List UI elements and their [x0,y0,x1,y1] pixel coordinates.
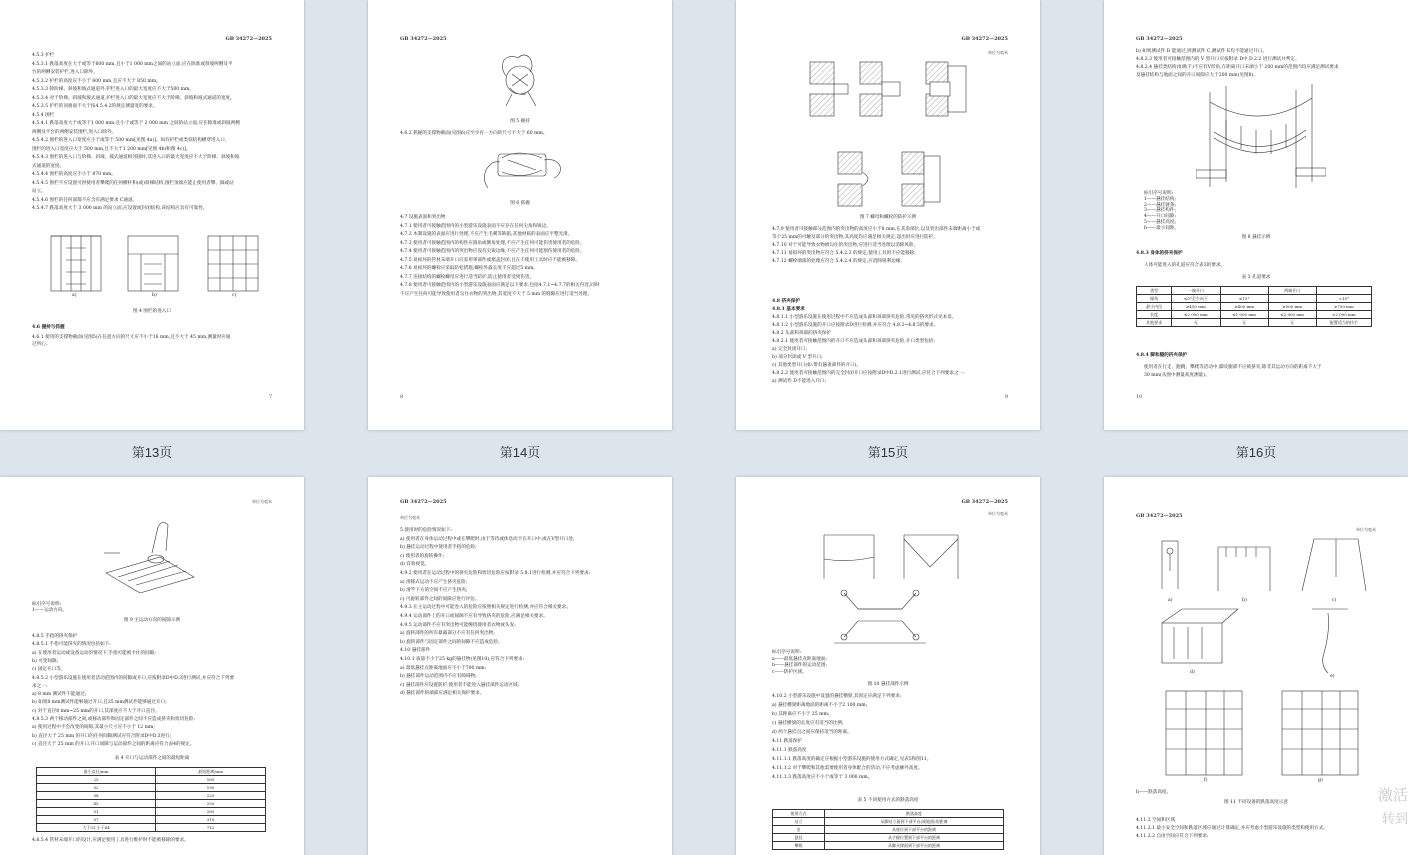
paragraph: 4.6.1 使用的支撑物截面(见图5)在任意方向的尺寸应不小于16 mm,且不大于 45 mm,测量时应通 [32,335,231,340]
table-cell: 45 [37,800,156,808]
text-line: 4.7 设施表面和突出物 [400,215,446,220]
fall-height-figure [1152,533,1372,783]
table-row [37,824,266,832]
text-line: 5.使用时的危险情况如下: [400,528,452,533]
table-cell: 使用方式 [773,810,825,818]
text-line: 4.8.2.2 使用者可接触范围内的完全封闭开口应按附录D中D.2.1进行测试,应符合下列要求之一: [772,371,965,376]
table-cell: >2 000 mm [1316,311,1371,319]
table-caption: 表 4 开口与运动部件之间的最短距离 [114,756,190,761]
text-line: 4.7.6 易损坏的螺栓应采取防松措施,螺栓外露长度不应超过5 mm。 [400,266,538,271]
text-line: b) 可变间隙; [32,658,59,664]
text-line: c) 固定开口等。 [32,667,66,673]
text-line: h——最小间距。 [1144,225,1180,231]
text-line: 4.10.2 小型游乐设施中设置的悬挂横梁,其固定应满足下列要求: [772,694,902,699]
text-line: 围栏的进入口宽度应大于 500 mm,且不大于1 200 mm[见图 4b)和图 4c)]。 [32,146,191,152]
text-line: 4.5.3 护栏 [32,53,55,58]
text-line: 求之一: [32,683,48,689]
text-line: 4.8.5.3 两个移动部件之间,或移动部件和固定部件之间不应造成挤夹和剪切危险: [32,717,195,722]
text-line: 1——运动方向。 [32,608,68,613]
figure-caption: 图 5 握持 [510,119,530,124]
page-label-15[interactable]: 第15页 [867,445,909,460]
section-heading: 4.6 握持与抓握 [32,325,65,330]
text-line: 4——开口间隙; [1144,214,1177,220]
page-thumbnail-14[interactable] [368,0,672,430]
subfig-g: g) [1318,778,1323,783]
text-line: 标引序号说明: [32,602,62,607]
table-cell: 165 [156,776,266,784]
page-thumbnail-13[interactable] [0,0,304,430]
text-line: c) 其他类型开口(如:带有悬垂部件的开口)。 [772,363,862,368]
text-line: a) 最低悬挂点距离地面应不小于700 mm; [400,665,487,671]
text-line: 30 mm(从图中测量高度测量)。 [1144,373,1210,378]
table-cell [1220,287,1268,295]
unit-note: 单位为毫米 [988,511,1008,516]
page-thumbnail-19[interactable] [736,477,1040,855]
text-line: c) 悬挂横梁的长度应有适当的比例; [772,721,844,726]
text-line: 4.5.4.1 跌落高度大于或等于1 000 mm,且小于或等于 2 000 mm 之间的站立面,应在除准或斜坡两侧 [32,121,240,126]
table-cell: 最短距离/mm [156,768,266,776]
page-number: 10 [1136,394,1143,400]
table-row [37,768,266,776]
text-line: 站立。 [32,189,46,194]
subfig-e: e) [1330,674,1335,679]
text-line: 5——悬挂高度; [1144,220,1177,225]
text-line: 4.5.3.1 跌落高度在大于或等于600 mm,且小于1 000 mm之间的站立面,应在除准或斜坡两侧及平 [32,61,233,67]
text-line: 4.8.5.2 小型游乐设施在使用者活动范围内的间隙或开口,应按附录D中D.3进行测试,并应符合下列要 [32,675,235,681]
table-cell: 倾角 [1137,295,1172,303]
unit-note: 单位为毫米 [1356,527,1376,532]
table-cell: ≤1 000 mm [1220,311,1268,319]
figure-caption: 图 4 围栏的进入口 [132,309,171,314]
table-row [1137,287,1372,295]
text-line: 2——悬挂链条; [1144,202,1177,208]
table-row [773,834,1004,842]
table-cell: 32 [37,784,156,792]
hold-hand-figure [478,140,568,192]
gate-figure [46,228,266,300]
table-cell: 51 [37,808,156,816]
table-cell: 57 [37,816,156,824]
text-line: 4.8.2.3 使用者可接触范围内的 V 型开口应按附录 D中 D.2.2 进行测试并判定。 [1136,57,1300,62]
table-row [37,792,266,800]
text-line: 4.9.5 运动部件不应有突出物可能缠绕使用者衣物或头发: [400,622,516,628]
text-line: 4.5.3.2 护栏的高度应不小于 600 mm,且应不大于 850 mm。 [32,78,161,84]
table-cell: 站立 [773,818,825,826]
text-line: 4.10.1 质量不小于25 kg的悬挂物(见图10),应符合下列要求: [400,657,525,662]
table-cell: 无 [1268,319,1316,327]
subfig-b: b) [1242,598,1247,603]
page-header: GB 34272—2025 [225,36,272,42]
text-line: 4.5.3.4 对于阶梯、斜坡和坡式通道,护栏进入口的最大宽度应不大于阶梯、斜坡和坡式通道的宽度。 [32,95,235,101]
text-line: 4.8.5 手指的挤夹保护 [32,634,78,639]
table-cell: 最小内径 [1137,303,1172,311]
table-cell: ≤2 000 mm [1172,311,1220,319]
table-cell: 从手握位置到下部平台的距离 [825,834,1004,842]
table-cell: 配置适当的扶手 [1316,319,1371,327]
paragraph: 人体可能进入的孔道应符合表3的要求。 [1144,263,1226,268]
table-cell: 其他要求 [1137,319,1172,327]
text-line: 4.11.1.3 跌落高度应不小于或等于 3 000 mm。 [772,775,873,780]
text-line: 不应产生任何可能导致使用者勾住衣物的突出物,其宽度不大于 5 mm 的缝隙应进行适当处理。 [400,291,593,297]
table-cell [1268,295,1316,303]
subfig-c: c) [232,293,237,298]
table-row [1137,319,1372,327]
text-line: b) 直径大于 25 mm 的开口的任何间隙测试应符合附录D中D.3进行; [32,733,172,739]
text-line: 4.9.3 在主运动过程中可能卷入的危险应按照相关规定进行检测,并应符合相关要求。 [400,605,571,611]
unit-note: 单位为毫米 [252,499,272,504]
table-row [773,842,1004,850]
text-line: 4.7.11 易损坏的突出物应符合 5.4.2.3 的规定,使用工具时不应能移除。 [772,251,919,256]
page-thumbnail-17[interactable] [0,477,304,855]
page-label-13[interactable]: 第13页 [131,445,173,460]
text-line: b) 部分封闭或 V 型开口; [772,355,823,360]
page-header: GB 34272—2025 [961,499,1008,505]
paragraph: 4.6.2 抓握的支撑物截面(见图6)应至少有一方向的尺寸不大于 60 mm。 [400,131,548,136]
text-line: 4.8.2.4 悬挂类结构(如秋千)不应有V形角,在距离开口末端小于 200 mm的范围内均应满足测试要求 [1136,65,1339,70]
text-line: b) 如果8 mm测试件能够通过开口,且25 mm测试件能够通过开口; [32,700,167,706]
figure-caption: 图 10 悬挂部件示例 [867,682,909,687]
table-cell: 从脚站立面到下部平台(或地面)的距离 [825,818,1004,826]
text-line: 1——悬挂结构; [1144,196,1177,202]
text-line: a) 使用者在身体运动过程中或在攀爬时,由于等待或休息而卡在开口中,或在V型开口处; [400,536,575,542]
table-cell: ≤5°至少向下 [1172,295,1220,303]
text-line: 4.7.4 使用者可接触范围内的突出物应没有尖锐边缘,不应产生任何可能割伤使用者的危险。 [400,249,585,254]
figure-legend: h——跌落高度。 [1136,790,1172,795]
suspension-bridge-figure [1196,72,1326,192]
text-line: a) 在使用者运动或设备运动的情况下,手指可能被卡住的间隙; [32,650,156,656]
figure-caption: 图 6 抓握 [510,201,530,206]
text-line: d) 悬挂部件的端部应满足相关保护要求。 [400,691,485,697]
text-line: 4.5.4.2 围栏的进入口宽度应小于或等于 500 mm[见图 4a)]。如有护栏或类似结构横穿进入口, [32,138,227,143]
table-cell: 190 [156,784,266,792]
table-cell: 大于51 小于64 [37,824,156,832]
section-heading: 4.8.3 身体的挤夹保护 [1136,251,1183,256]
table-cell: 类型 [1137,287,1172,295]
text-line: 4.11.2 空间和区域 [1136,818,1176,823]
page-label-16[interactable]: 第16页 [1235,445,1277,460]
text-line: 4.5.3.3 除阶梯、斜坡和坡式通道外,护栏进入口的最大宽度应不大于500 mm。 [32,87,194,92]
text-line: 4.5.4.5 围栏不应设置可供使用者攀爬的任何横杆和(或)斜梯结构,围栏顶端应能止使用者攀、踩或站 [32,180,234,186]
figure-caption: 图 7 螺母和螺栓的防护示例 [859,215,917,220]
text-line: 4.8.2.1 使用者可接触范围内的开口不应造成头部和颈部挤夹危险,开口类型包括: [772,339,935,344]
text-line: 4.5.4.7 跌落高度大于 3 000 mm 的站立面,应设置或封闭结构,该结构应具有可靠性。 [32,206,208,211]
table-cell: 无 [1220,319,1268,327]
table-cell: 220 [156,792,266,800]
text-line: 4.8.1.1 小型游乐设施在使用过程中不应造成头部和颈部挤夹危险,常见的挤夹形式见本章。 [772,315,957,320]
text-line: 等于25 mm的可触及部分的突出物,其高度均应满足相关规定,超出时应进行防护。 [772,235,938,240]
text-line: 4.7.5 易损坏的管材末端开口应采用零部件或堵盖封闭,且在不使用工具时应不能被移除。 [400,257,580,263]
page-header: GB 34272—2025 [1136,513,1183,519]
table-cell: 从座位到下部平台的距离 [825,826,1004,834]
text-line: b——悬挂部件的运动范围; [772,663,828,668]
text-line: a) 使用过程中不会改变的间隙,其最小尺寸应不小于 12 mm; [32,725,155,731]
text-line: b) 如果测试件 D 能通过,则测试件 C,测试件 E均不能通过开口。 [1136,49,1268,54]
table-cell: 坐 [773,826,825,834]
text-line: 4.11 跌落保护 [772,739,803,744]
table-cell: ≥400 mm [1220,303,1268,311]
section-heading: 4.8.4 脚和腿的挤夹保护 [1136,353,1188,358]
text-line: b) 悬挂运动过程中使用者手指的危险; [400,545,477,551]
text-line: 4.5.4.3 围栏的进入口与阶梯、斜坡、坡式通道相邻接时,其进入口的最大宽度应不大于阶梯、斜坡和坡 [32,155,240,160]
table-row [37,816,266,824]
table-cell: 跌落高度 [825,810,1004,818]
subfig-d: d) [1190,670,1195,675]
text-line: a) 完全封闭开口; [772,347,808,352]
page-number: 8 [400,394,404,400]
text-line: 标引序号说明: [1144,191,1174,196]
table-cell: 38 [37,792,156,800]
subfig-a: a) [72,293,77,298]
activation-watermark-line1: 激活 [1377,787,1408,804]
table-cell: ≥750 mm [1316,303,1371,311]
grip-hand-figure [490,48,550,110]
text-line: 两侧及平台的两侧安装围栏,进入口除外。 [32,129,117,135]
table-cell: ≥500 mm [1268,303,1316,311]
page-thumbnail-18[interactable] [368,477,672,855]
text-line: a——最低悬挂点距离地面; [772,656,827,662]
text-line: 4.11.2.2 自由空间应符合下列要求: [1136,834,1209,839]
table-row [37,776,266,784]
paragraph: 过所心。 [32,342,51,347]
table-caption: 表 3 孔道要求 [1241,275,1271,280]
text-line: c) 悬挂部件应设置防护,使用者不能进入悬挂部件运动区域; [400,682,520,688]
text-line: 4.7.10 对于可能导致衣物被勾住的突出物,应进行适当处理以消除风险。 [772,243,919,248]
table-cell: 一端开口 [1172,287,1220,295]
text-line: 4.8.5.1 手指可能挤夹的情况包括如下: [32,642,111,648]
table-row [1137,295,1372,303]
data-table [772,809,1004,850]
table-cell: ≥450 mm [1172,303,1220,311]
text-line: b) 悬挂部件运动范围内不应有障碍物; [400,674,477,680]
table-row [1137,311,1372,319]
text-line: 4.11.2.1 最小安全空间和跌落区域应通过计算确定,并应考虑小型游乐设施的类型和使用方式。 [1136,826,1328,831]
table-row [1137,303,1372,311]
page-header: GB 34272—2025 [1136,36,1183,42]
table-cell: 25 [37,776,156,784]
table-row [773,826,1004,834]
page-thumbnail-20[interactable] [1104,477,1408,855]
text-line: d) 有效视觉。 [400,562,430,568]
page-header: GB 34272—2025 [961,36,1008,42]
section-heading: 4.8.1 基本要求 [772,307,805,312]
table-row [773,818,1004,826]
unit-note: 单位为毫米 [400,515,420,520]
figure-caption: 图 9 主运动方向的间隙示例 [123,618,181,623]
text-line: b) 其距离应不小于 25 mm; [772,712,830,717]
text-line: a) 测试件 D不能进入开口; [772,379,827,384]
text-line: 标引序号说明: [772,650,802,655]
table-row [37,808,266,816]
table-cell: >15° [1316,295,1371,303]
text-line: a) 滑移式运动不应产生挤夹危险; [400,579,468,585]
text-line: 4.5.4.6 围栏的任何部都不应含有满足要求 C通道。 [32,197,138,203]
page-header: GB 34272—2025 [400,36,447,42]
text-line: b) 滑竿下方的空间不应产生挤夹; [400,588,468,594]
text-line: 4.7.7 连接结构的螺栓螺母应进行适当防护,防止使用者受到伤害。 [400,274,535,280]
hanging-parts-figure [818,529,968,645]
text-line: 4.7.9 使用者可接触部分范围内的突出物的高度应小于8 mm,在其余部位,以及突出部件末端距离小于或 [772,227,981,232]
text-line: 及悬挂结构与地面之间的开口间隙应大于200 mm(见图8)。 [1136,73,1258,78]
text-line: 4.9.2 使用者在运动过程中的挤夹危险和剪切危险应按附录 5.8.1进行检测,并应符合下列要求: [400,571,591,576]
table-cell: ≤2 000 mm [1268,311,1316,319]
section-heading: 4.8 挤夹保护 [772,299,800,304]
page-thumbnail-15[interactable] [736,0,1040,430]
table-row [773,810,1004,818]
text-line: 4.5.4.4 围栏的高度应不小于 870 mm。 [32,172,116,177]
text-line: a) 8 mm 测试件不能通过; [32,692,87,698]
text-line: 式通道的宽度。 [32,163,65,169]
text-line: a) 旋转部件的所有暴露部分不应有任何突出物; [400,631,495,637]
table-cell: 从脚支撑面到下部平台的距离 [825,842,1004,850]
subfig-c: c) [1332,598,1337,603]
table-cell: 攀爬 [773,842,825,850]
subfig-f: f) [1204,778,1208,783]
text-line: 台的两侧安装护栏,进入口除外。 [32,70,98,75]
table-cell [1316,287,1371,295]
text-line: 4.11.1.1 跌落高度的确定应根据小型游乐设施的使用方式确定,见表5和图11。 [772,757,932,762]
page-number: 7 [268,394,272,400]
page-number: 9 [1004,394,1008,400]
text-line: a) 悬挂横梁距离地面的距离不小于2 100 mm; [772,703,868,708]
text-line: c) 使用者的旋转操作; [400,553,445,559]
table-row [37,784,266,792]
activation-watermark-line2: 转到 [1381,811,1408,826]
bolt-protection-figure [808,58,978,208]
text-line: c) 可旋转部件之间的间隙应进行评估。 [400,596,480,602]
data-table [1136,286,1372,327]
text-line: 4.11.1.2 对于攀爬和其他需要使用者身体配合的活动,不应考虑额外高度。 [772,766,923,771]
text-line: 4.8.2 头部和颈部的挤夹保护 [772,331,832,336]
text-line: 4.5.4 围栏 [32,112,55,118]
text-line: 4.8.1.2 小型游乐设施的开口应按附录D进行检测,并应符合 4.8.2~4.8.5的要求。 [772,323,939,328]
text-line: c——防护区域。 [772,669,807,675]
text-line: c) 直径大于 25 mm 的开口,开口间隙与运动部件之间的距离应符合表4的规定。 [32,741,195,747]
text-line: 4.7.8 使用者可接触范围内的小型游乐设施表面应满足以下要求,包括4.7.1~4.7.7的相关内容,同时 [400,283,600,288]
table-cell: 两端开口 [1268,287,1316,295]
table-cell: 长度 [1137,311,1172,319]
text-line: 使用者在行走、跑跳、攀爬等活动中,脚及腿部不应被挤夹,除非其运动方向的距离不大于 [1144,365,1322,370]
table-cell: ≤15° [1220,295,1268,303]
table-cell: 最小直径/mm [37,768,156,776]
table-cell: 悬挂 [773,834,825,842]
text-line: 4.11.1 跌落高度 [772,748,807,753]
text-line: 4.7.3 使用者可接触范围内的构件应圆角或倒角处理,不应产生任何可能伤害使用者的危险。 [400,240,585,246]
table-row [37,800,266,808]
text-line: 4.5.3.5 护栏的顶端面不大于按4.5.4.2的规定测量宽的要求。 [32,104,158,109]
unit-note: 单位为毫米 [988,50,1008,55]
text-line: 4.7.12 螺栓端部的处理应符合 5.4.2.4 的规定,应消除锐利边缘。 [772,259,905,264]
data-table [36,767,266,832]
subfig-a: a) [1168,598,1173,603]
text-line: d) 两个悬挂点之间应保持适当的距离。 [772,730,852,735]
figure-caption: 图 8 悬挂示例 [1241,235,1271,240]
gap-figure [100,513,200,593]
subfig-b: b) [152,293,157,298]
text-line: b) 旋转部件与固定部件之间的间隙不应造成危险。 [400,639,503,645]
text-line: 4.7.1 使用者可接触范围内的小型游乐设施表面不应存在任何尖角和锐边。 [400,223,551,229]
page-header: GB 34272—2025 [400,499,447,505]
table-cell: 285 [156,808,266,816]
table-cell: 250 [156,800,266,808]
figure-caption: 图 11 不同设备的跌落高度示意 [1224,800,1288,805]
text-line: 4.10 悬挂部件 [400,648,431,654]
paragraph: 4.8.5.4 管材末端开口的设计,应满足使用工具进行维护时不能被移除的要求。 [32,838,189,843]
table-cell: 无 [1172,319,1220,327]
page-label-14[interactable]: 第14页 [499,445,541,460]
page-thumbnail-16[interactable] [1104,0,1408,430]
text-line: 3——悬挂构件; [1144,208,1177,214]
table-caption: 表 5 不同使用方式的跌落高度 [857,798,919,803]
table-cell: 310 [156,816,266,824]
text-line: 4.7.2 木制设施的表面应进行处理,不应产生毛刺等缺陷;其他材质的表面应平整光滑。 [400,232,573,237]
text-line: 4.9.4 运动部件上的开口或间隙不应有导致挤夹的危险,应满足相关要求。 [400,614,548,619]
table-cell: 712 [156,824,266,832]
text-line: c) 对于直径8 mm~25 mm的开口,其深度应不大于开口直径。 [32,708,160,714]
